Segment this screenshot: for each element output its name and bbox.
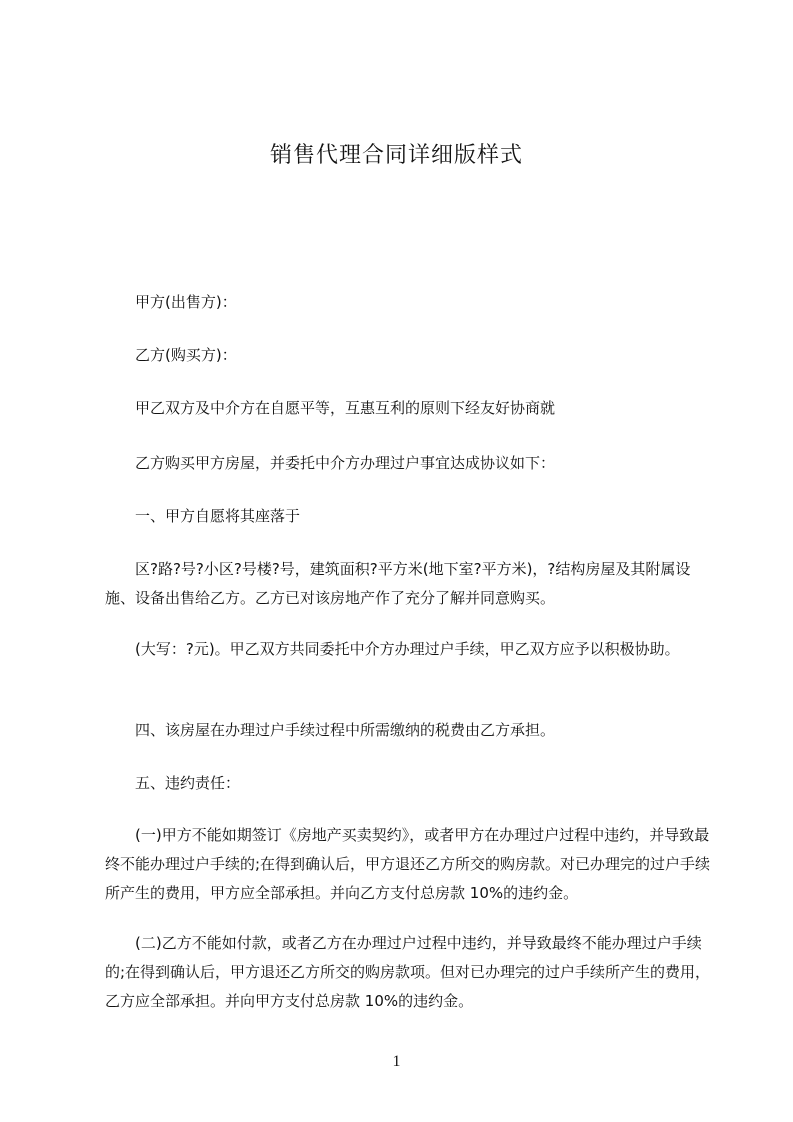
party-a-line: 甲方(出售方)： [135, 293, 237, 311]
paragraph-intro: 甲乙双方及中介方在自愿平等，互惠互利的原则下经友好协商就 [135, 399, 556, 417]
clause-five-two: (二)乙方不能如付款，或者乙方在办理过户过程中违约，并导致最终不能办理过户手续的;在得到确认后，甲方退还乙方所交的购房款项。但对已办理完的过户手续所产生的费用，乙方应全部承担。并向甲方支付总房款 10%的违约金。 [105, 934, 711, 1010]
paragraph-property: 区?路?号?小区?号楼?号，建筑面积?平方米(地下室?平方米)，?结构房屋及其附属设施、设备出售给乙方。乙方已对该房地产作了充分了解并同意购买。 [105, 560, 691, 607]
clause-one: 一、甲方自愿将其座落于 [135, 507, 301, 525]
clause-five-one: (一)甲方不能如期签订《房地产买卖契约》，或者甲方在办理过户过程中违约，并导致最终不能办理过户手续的;在得到确认后，甲方退还乙方所交的购房款。对已办理完的过户手续所产生的费用，甲方应全部承担。并向乙方支付总房款 10%的违约金。 [105, 826, 711, 902]
paragraph-agreement: 乙方购买甲方房屋，并委托中介方办理过户事宜达成协议如下： [135, 454, 556, 472]
clause-five-heading: 五、违约责任： [135, 774, 241, 792]
document-title: 销售代理合同详细版样式 [269, 143, 523, 168]
paragraph-price: (大写：?元)。甲乙双方共同委托中介方办理过户手续，甲乙双方应予以积极协助。 [135, 640, 680, 658]
page-number: 1 [392, 1053, 401, 1070]
party-b-line: 乙方(购买方)： [135, 346, 237, 364]
clause-four: 四、该房屋在办理过户手续过程中所需缴纳的税费由乙方承担。 [135, 721, 556, 739]
